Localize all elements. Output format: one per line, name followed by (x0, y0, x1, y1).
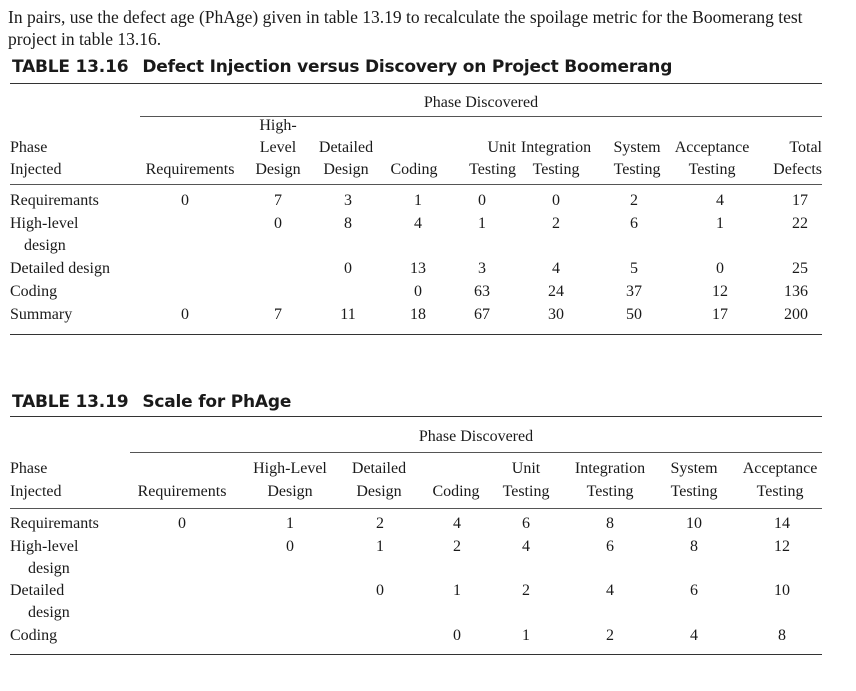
table-cell: 12 (712, 283, 728, 300)
table2-spanner: Phase Discovered (418, 428, 534, 445)
column-header: Testing (688, 161, 736, 178)
table-cell: 30 (548, 306, 564, 323)
table2-bottom-rule (10, 654, 822, 655)
table-cell: 0 (716, 260, 724, 277)
column-header: Testing (502, 483, 550, 500)
table-cell: 0 (344, 260, 352, 277)
table-cell: 4 (552, 260, 560, 277)
table2-number: TABLE 13.19 (12, 392, 129, 412)
table-cell: 1 (453, 582, 461, 599)
table-cell: 67 (474, 306, 490, 323)
table-cell: 11 (340, 306, 356, 323)
table2-top-rule (10, 416, 822, 417)
table2-spanner-rule (130, 452, 822, 453)
table-cell: 1 (414, 192, 422, 209)
table1-header-rule (10, 184, 822, 185)
column-header: Integration (520, 139, 592, 156)
row-header-phase: Phase (10, 460, 48, 477)
table1-spanner: Phase Discovered (423, 94, 539, 111)
table-cell: 1 (478, 215, 486, 232)
table-cell: 136 (784, 283, 808, 300)
row-label: High-level (10, 215, 79, 232)
table-cell: 7 (274, 192, 282, 209)
table-cell: 2 (552, 215, 560, 232)
table-cell: 2 (606, 627, 614, 644)
table-cell: 3 (344, 192, 352, 209)
table-cell: 22 (792, 215, 808, 232)
column-header: Level (259, 139, 297, 156)
table-cell: 50 (626, 306, 642, 323)
column-header: Design (356, 483, 402, 500)
column-header: Testing (613, 161, 661, 178)
table-cell: 8 (690, 538, 698, 555)
table-cell: 6 (606, 538, 614, 555)
column-header: Detailed (318, 139, 374, 156)
row-label: design (28, 560, 70, 577)
column-header: Testing (532, 161, 580, 178)
table-cell: 8 (778, 627, 786, 644)
table-cell: 1 (716, 215, 724, 232)
table-cell: 24 (548, 283, 564, 300)
table-cell: 0 (286, 538, 294, 555)
column-header: Total (789, 139, 822, 156)
row-header-injected: Injected (10, 483, 62, 500)
table-cell: 0 (181, 192, 189, 209)
column-header: Acceptance (742, 460, 818, 477)
table-cell: 6 (630, 215, 638, 232)
table-cell: 2 (522, 582, 530, 599)
row-label: Coding (10, 627, 58, 644)
row-label: Detailed design (10, 260, 110, 277)
row-header-phase: Phase (10, 139, 48, 156)
table-cell: 1 (376, 538, 384, 555)
column-header: Design (255, 161, 301, 178)
table-cell: 2 (453, 538, 461, 555)
table-cell: 17 (792, 192, 808, 209)
table-cell: 200 (784, 306, 808, 323)
column-header: Coding (390, 161, 438, 178)
table-cell: 8 (344, 215, 352, 232)
table-cell: 6 (690, 582, 698, 599)
table-cell: 0 (178, 515, 186, 532)
table-cell: 2 (630, 192, 638, 209)
table-cell: 4 (414, 215, 422, 232)
table-cell: 63 (474, 283, 490, 300)
table-cell: 13 (410, 260, 426, 277)
table2-caption (12, 392, 291, 412)
table1-title: Defect Injection versus Discovery on Project Boomerang (142, 57, 673, 77)
table-cell: 0 (181, 306, 189, 323)
row-label: Summary (10, 306, 73, 323)
table-cell: 10 (686, 515, 702, 532)
table-cell: 4 (690, 627, 698, 644)
column-header: Defects (773, 161, 822, 178)
table-cell: 4 (453, 515, 461, 532)
column-header: Unit (487, 139, 516, 156)
table1-bottom-rule (10, 334, 822, 335)
table-cell: 17 (712, 306, 728, 323)
column-header: Requirements (145, 161, 235, 178)
intro-text: In pairs, use the defect age (PhAge) given in table 13.19 to recalculate the spoilage metric for the Boomerang test project in table 13.16. (8, 7, 803, 49)
row-label: Requiremants (10, 515, 99, 532)
table-cell: 4 (716, 192, 724, 209)
column-header: System (613, 139, 661, 156)
table1-top-rule (10, 83, 822, 84)
column-header: System (670, 460, 718, 477)
table2-header-rule (10, 508, 822, 509)
row-label: design (24, 237, 66, 254)
column-header: Detailed (351, 460, 407, 477)
table-cell: 1 (522, 627, 530, 644)
table-cell: 4 (606, 582, 614, 599)
table-cell: 0 (414, 283, 422, 300)
table2-title: Scale for PhAge (142, 392, 292, 412)
column-header: Unit (511, 460, 541, 477)
row-label: design (28, 604, 70, 621)
column-header: High- (259, 117, 297, 134)
table-cell: 2 (376, 515, 384, 532)
table-cell: 14 (774, 515, 790, 532)
column-header: Design (267, 483, 313, 500)
column-header: Testing (756, 483, 804, 500)
table-cell: 7 (274, 306, 282, 323)
table-cell: 18 (410, 306, 426, 323)
table1-caption (12, 57, 672, 77)
table-cell: 8 (606, 515, 614, 532)
table-cell: 12 (774, 538, 790, 555)
column-header: Integration (574, 460, 646, 477)
row-header-injected: Injected (10, 161, 62, 178)
column-header: Design (323, 161, 369, 178)
table-cell: 0 (478, 192, 486, 209)
column-header: Coding (432, 483, 480, 500)
table-cell: 0 (552, 192, 560, 209)
table-cell: 0 (376, 582, 384, 599)
table-cell: 3 (478, 260, 486, 277)
table1-spanner-rule (140, 116, 822, 117)
table-cell: 4 (522, 538, 530, 555)
table-cell: 5 (630, 260, 638, 277)
row-label: Requiremants (10, 192, 99, 209)
column-header: Acceptance (674, 139, 750, 156)
row-label: High-level (10, 538, 79, 555)
table-cell: 37 (626, 283, 642, 300)
table-cell: 0 (274, 215, 282, 232)
table-cell: 6 (522, 515, 530, 532)
row-label: Detailed (10, 582, 65, 599)
column-header: Testing (670, 483, 718, 500)
table-cell: 0 (453, 627, 461, 644)
table-cell: 1 (286, 515, 294, 532)
column-header: Testing (586, 483, 634, 500)
column-header: High-Level (253, 460, 327, 477)
column-header: Testing (469, 161, 516, 178)
table-cell: 10 (774, 582, 790, 599)
table1-number: TABLE 13.16 (12, 57, 129, 77)
row-label: Coding (10, 283, 58, 300)
table-cell: 25 (792, 260, 808, 277)
column-header: Requirements (137, 483, 227, 500)
